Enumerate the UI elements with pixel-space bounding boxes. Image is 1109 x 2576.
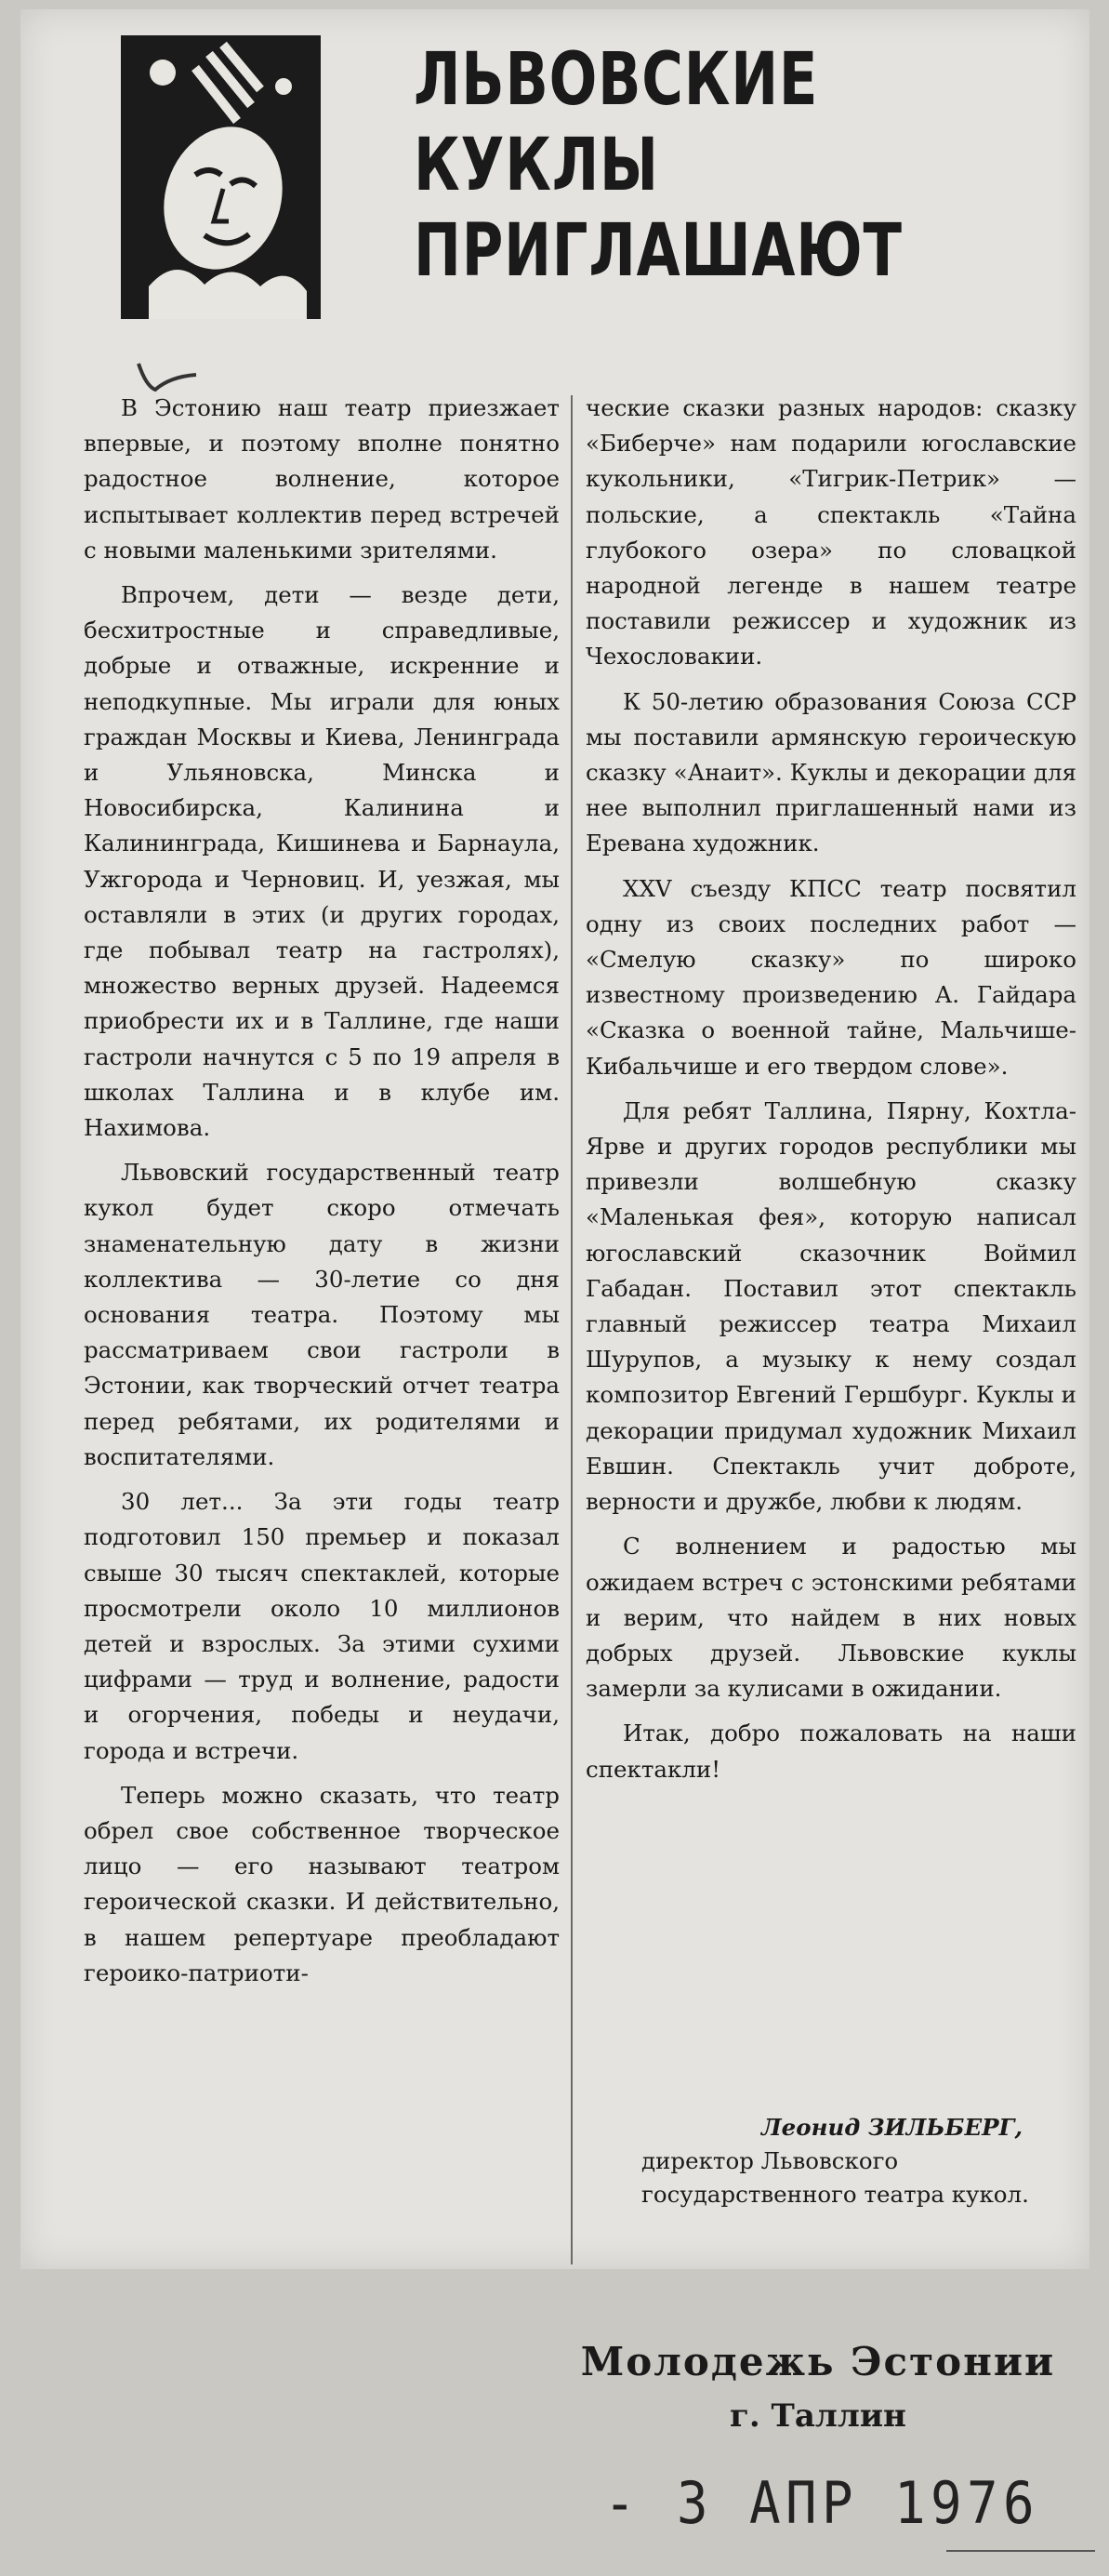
headline-line: КУКЛЫ [414,124,659,207]
headline-line: ПРИГЛАШАЮТ [414,209,903,293]
paragraph: 30 лет... За эти годы театр подготовил 150 премьер и показал свыше 30 тысяч спектаклей, которые просмотрели около 10 миллионов детей и взрослых. За этими сухими цифрами — труд и волнение, радости и огорчения, победы и неудачи, города и встречи. [84,1488,560,1764]
author-signature [604,2111,1060,2211]
paragraph: ческие сказки разных народов: сказку «Биберче» нам подарили югославские кукольники, «Тигрик-Петрик» — польские, а спектакль «Тайна глубокого озера» по словацкой народной легенде в нашем театре поставили режиссер и художник из Чехословакии. [586,394,1076,671]
article-column-right [586,391,1076,1797]
stamp-underline [946,2550,1095,2552]
puppet-logo-icon [121,35,321,319]
newspaper-name: Молодежь Эстонии [580,2339,1056,2384]
newspaper-city: г. Таллин [730,2397,906,2435]
paragraph: К 50-летию образования Союза ССР мы поставили армянскую героическую сказку «Анаит». Куклы и декорации для нее выполнил приглашенный нами из Еревана художник. [586,687,1076,857]
column-divider [571,395,573,2264]
headline [414,37,903,294]
headline-line: ЛЬВОВСКИЕ [414,38,819,122]
paragraph: Для ребят Таллина, Пярну, Кохтла-Ярве и других городов республики мы привезли волшебную сказку «Маленькая фея», которую написал югославский сказочник Воймил Габадан. Поставил этот спектакль главный режиссер театра Михаил Шурупов, а музыку к нему создал композитор Евгений Гершбург. Куклы и декорации придумал художник Михаил Евшин. Спектакль учит доброте, верности и дружбе, любви к людям. [586,1096,1076,1516]
author-name: Леонид ЗИЛЬБЕРГ, [760,2114,1023,2141]
paragraph: Львовский государственный театр кукол будет скоро отмечать знаменательную дату в жизни коллектива — 30-летие со дня основания театра. Поэтому мы рассматриваем свои гастроли в Эстонии, как творческий отчет театра перед ребятами, их родителями и воспитателями. [84,1159,560,1470]
paragraph: В Эстонию наш театр приезжает впервые, и поэтому вполне понятно радостное волнение, которое испытывает коллектив перед встречей с новыми маленькими зрителями. [84,394,560,564]
article-column-left [84,391,560,2000]
author-role: директор Львовского государственного театра кукол. [641,2147,1029,2208]
paragraph: С волнением и радостью мы ожидаем встреч с эстонскими ребятами и верим, что найдем в них новых добрых друзей. Львовские куклы замерли за кулисами в ожидании. [586,1533,1076,1703]
paragraph: Впрочем, дети — везде дети, бесхитростные и справедливые, добрые и отважные, искренние и неподкупные. Мы играли для юных граждан Москвы и Киева, Ленинграда и Ульяновска, Минска и Новосибирска, Калинина и Калининграда, Кишинева и Барнаула, Ужгорода и Черновиц. И, уезжая, мы оставляли в этих (и других городах, где побывал театр на гастролях), множество верных друзей. Надеемся приобрести их и в Таллине, где наши гастроли начнутся с 5 по 19 апреля в школах Таллина и в клубе им. Нахимова. [84,581,560,1142]
date-stamp: - 3 АПР 1976 [604,2469,1039,2537]
paragraph: Теперь можно сказать, что театр обрел свое собственное творческое лицо — его называют театром героической сказки. И действительно, в нашем репертуаре преобладают героико-патриоти- [84,1781,560,1986]
paragraph: XXV съезду КПСС театр посвятил одну из своих последних работ — «Смелую сказку» по широко известному произведению А. Гайдара «Сказка о военной тайне, Мальчише-Кибальчише и его твердом слове». [586,874,1076,1080]
paragraph: Итак, добро пожаловать на наши спектакли! [586,1720,1076,1783]
source-label [558,2339,1078,2435]
